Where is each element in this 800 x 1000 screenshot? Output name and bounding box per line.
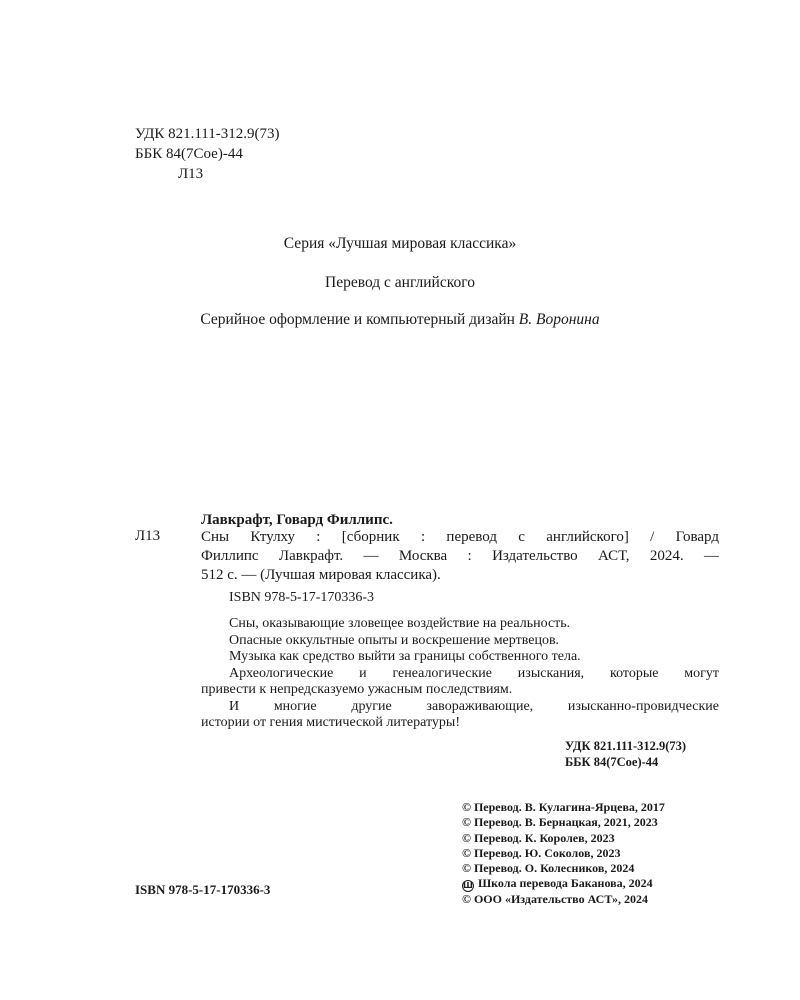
description-line: Филлипс Лавкрафт. — Москва : Издательство АСТ, 2024. —	[201, 548, 719, 564]
designer-name: В. Воронина	[518, 311, 600, 328]
classification-block-top	[135, 124, 279, 184]
copyright-line: © Перевод. К. Королев, 2023	[462, 830, 615, 845]
isbn-bottom: ISBN 978-5-17-170336-3	[135, 882, 271, 897]
copyright-line: © Перевод. О. Колесников, 2024	[462, 861, 635, 876]
description-line: Сны Ктулху : [сборник : перевод с английского] / Говард	[201, 529, 719, 545]
copyright-line-school	[462, 876, 665, 892]
copyright-line: © Перевод. Ю. Соколов, 2023	[462, 845, 621, 860]
annotation-line: Опасные оккультные опыты и воскрешение мертвецов.	[229, 632, 560, 648]
udk-code-bottom: УДК 821.111-312.9(73)	[565, 739, 687, 753]
author-mark: Л13	[178, 166, 204, 182]
description-line: 512 с. — (Лучшая мировая классика).	[201, 567, 441, 583]
annotation	[201, 616, 719, 732]
classification-block-bottom	[565, 738, 686, 770]
copyright-line: © Перевод. В. Кулагина-Ярцева, 2017	[462, 800, 665, 814]
school-logo-icon: Ш	[463, 881, 473, 891]
card-author-mark: Л13	[135, 528, 161, 544]
design-line-text: Серийное оформление и компьютерный дизайн	[200, 311, 519, 328]
design-line	[0, 311, 800, 329]
copyright-block	[462, 800, 665, 908]
author-heading: Лавкрафт, Говард Филлипс.	[201, 512, 393, 528]
copyright-line: © Перевод. В. Бернацкая, 2021, 2023	[462, 815, 658, 830]
copyright-line: © ООО «Издательство АСТ», 2024	[462, 892, 649, 907]
translation-line: Перевод с английского	[325, 274, 475, 291]
bbk-code: ББК 84(7Сое)-44	[135, 146, 243, 162]
bbk-code-bottom: ББК 84(7Сое)-44	[565, 755, 659, 769]
annotation-line: истории от гения мистической литературы!	[201, 715, 460, 730]
card-isbn: ISBN 978-5-17-170336-3	[229, 590, 375, 605]
udk-code: УДК 821.111-312.9(73)	[135, 126, 280, 142]
series-line: Серия «Лучшая мировая классика»	[283, 235, 517, 252]
annotation-line: Археологические и генеалогические изыскания, которые могут	[229, 665, 719, 681]
annotation-line: И многие другие завораживающие, изысканно-провидческие	[229, 698, 719, 714]
annotation-line: привести к непредсказуемо ужасным последствиям.	[201, 682, 513, 697]
annotation-line: Музыка как средство выйти за границы собственного тела.	[229, 649, 581, 664]
bibliographic-description	[201, 528, 719, 585]
annotation-line: Сны, оказывающие зловещее воздействие на реальность.	[229, 616, 571, 631]
school-copyright-text: Школа перевода Баканова, 2024	[478, 876, 653, 891]
